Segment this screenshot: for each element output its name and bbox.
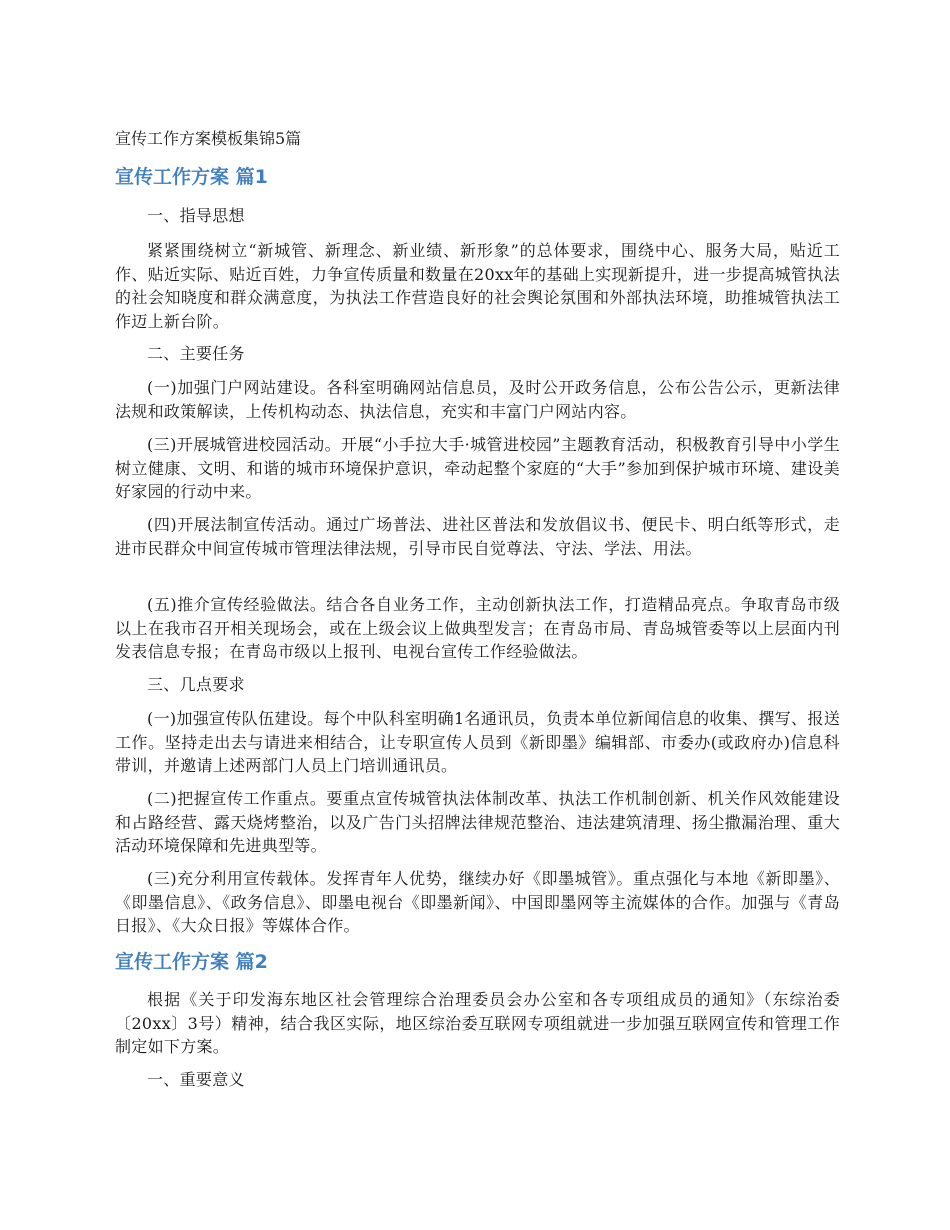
section-heading-1: 宣传工作方案 篇1 (115, 166, 268, 188)
paragraph: 三、几点要求 (147, 675, 245, 694)
paragraph: 根据《关于印发海东地区社会管理综合治理委员会办公室和各专项组成员的通知》（东综治委〔20xx〕3号）精神，结合我区实际，地区综治委互联网专项组就进一步加强互联网宣传和管理工作制定如下方案。 (115, 990, 840, 1056)
paragraph: (三)开展城管进校园活动。开展“小手拉大手·城管进校园”主题教育活动，积极教育引导中小学生树立健康、文明、和谐的城市环境保护意识，牵动起整个家庭的“大手”参加到保护城市环境、建设美好家园的行动中来。 (115, 435, 840, 501)
document-title: 宣传工作方案模板集锦5篇 (115, 129, 302, 148)
paragraph: (一)加强宣传队伍建设。每个中队科室明确1名通讯员，负责本单位新闻信息的收集、撰写、报送工作。坚持走出去与请进来相结合，让专职宣传人员到《新即墨》编辑部、市委办(或政府办)信息科带训，并邀请上述两部门人员上门培训通讯员。 (115, 709, 840, 775)
paragraph: (二)把握宣传工作重点。要重点宣传城管执法体制改革、执法工作机制创新、机关作风效能建设和占路经营、露天烧烤整治，以及广告门头招牌法律规范整治、违法建筑清理、扬尘撒漏治理、重大活动环境保障和先进典型等。 (115, 789, 840, 855)
paragraph: 紧紧围绕树立“新城管、新理念、新业绩、新形象”的总体要求，围绕中心、服务大局，贴近工作、贴近实际、贴近百姓，力争宣传质量和数量在20xx年的基础上实现新提升，进一步提高城管执法的社会知晓度和群众满意度，为执法工作营造良好的社会舆论氛围和外部执法环境，助推城管执法工作迈上新台阶。 (115, 241, 840, 331)
paragraph: (一)加强门户网站建设。各科室明确网站信息员，及时公开政务信息，公布公告公示，更新法律法规和政策解读，上传机构动态、执法信息，充实和丰富门户网站内容。 (115, 378, 840, 421)
paragraph: 一、重要意义 (147, 1070, 245, 1089)
paragraph: (四)开展法制宣传活动。通过广场普法、进社区普法和发放倡议书、便民卡、明白纸等形式，走进市民群众中间宣传城市管理法律法规，引导市民自觉尊法、守法、学法、用法。 (115, 515, 840, 558)
paragraph: 一、指导思想 (147, 206, 245, 225)
paragraph: (五)推介宣传经验做法。结合各自业务工作，主动创新执法工作，打造精品亮点。争取青岛市级以上在我市召开相关现场会，或在上级会议上做典型发言；在青岛市局、青岛城管委等以上层面内刊发表信息专报；在青岛市级以上报刊、电视台宣传工作经验做法。 (115, 595, 840, 661)
paragraph: (三)充分利用宣传载体。发挥青年人优势，继续办好《即墨城管》。重点强化与本地《新即墨》、《即墨信息》、《政务信息》、即墨电视台《即墨新闻》、中国即墨网等主流媒体的合作。加强与《青岛日报》、《大众日报》等媒体合作。 (115, 869, 840, 935)
paragraph: 二、主要任务 (147, 344, 245, 363)
section-heading-2: 宣传工作方案 篇2 (115, 951, 268, 973)
